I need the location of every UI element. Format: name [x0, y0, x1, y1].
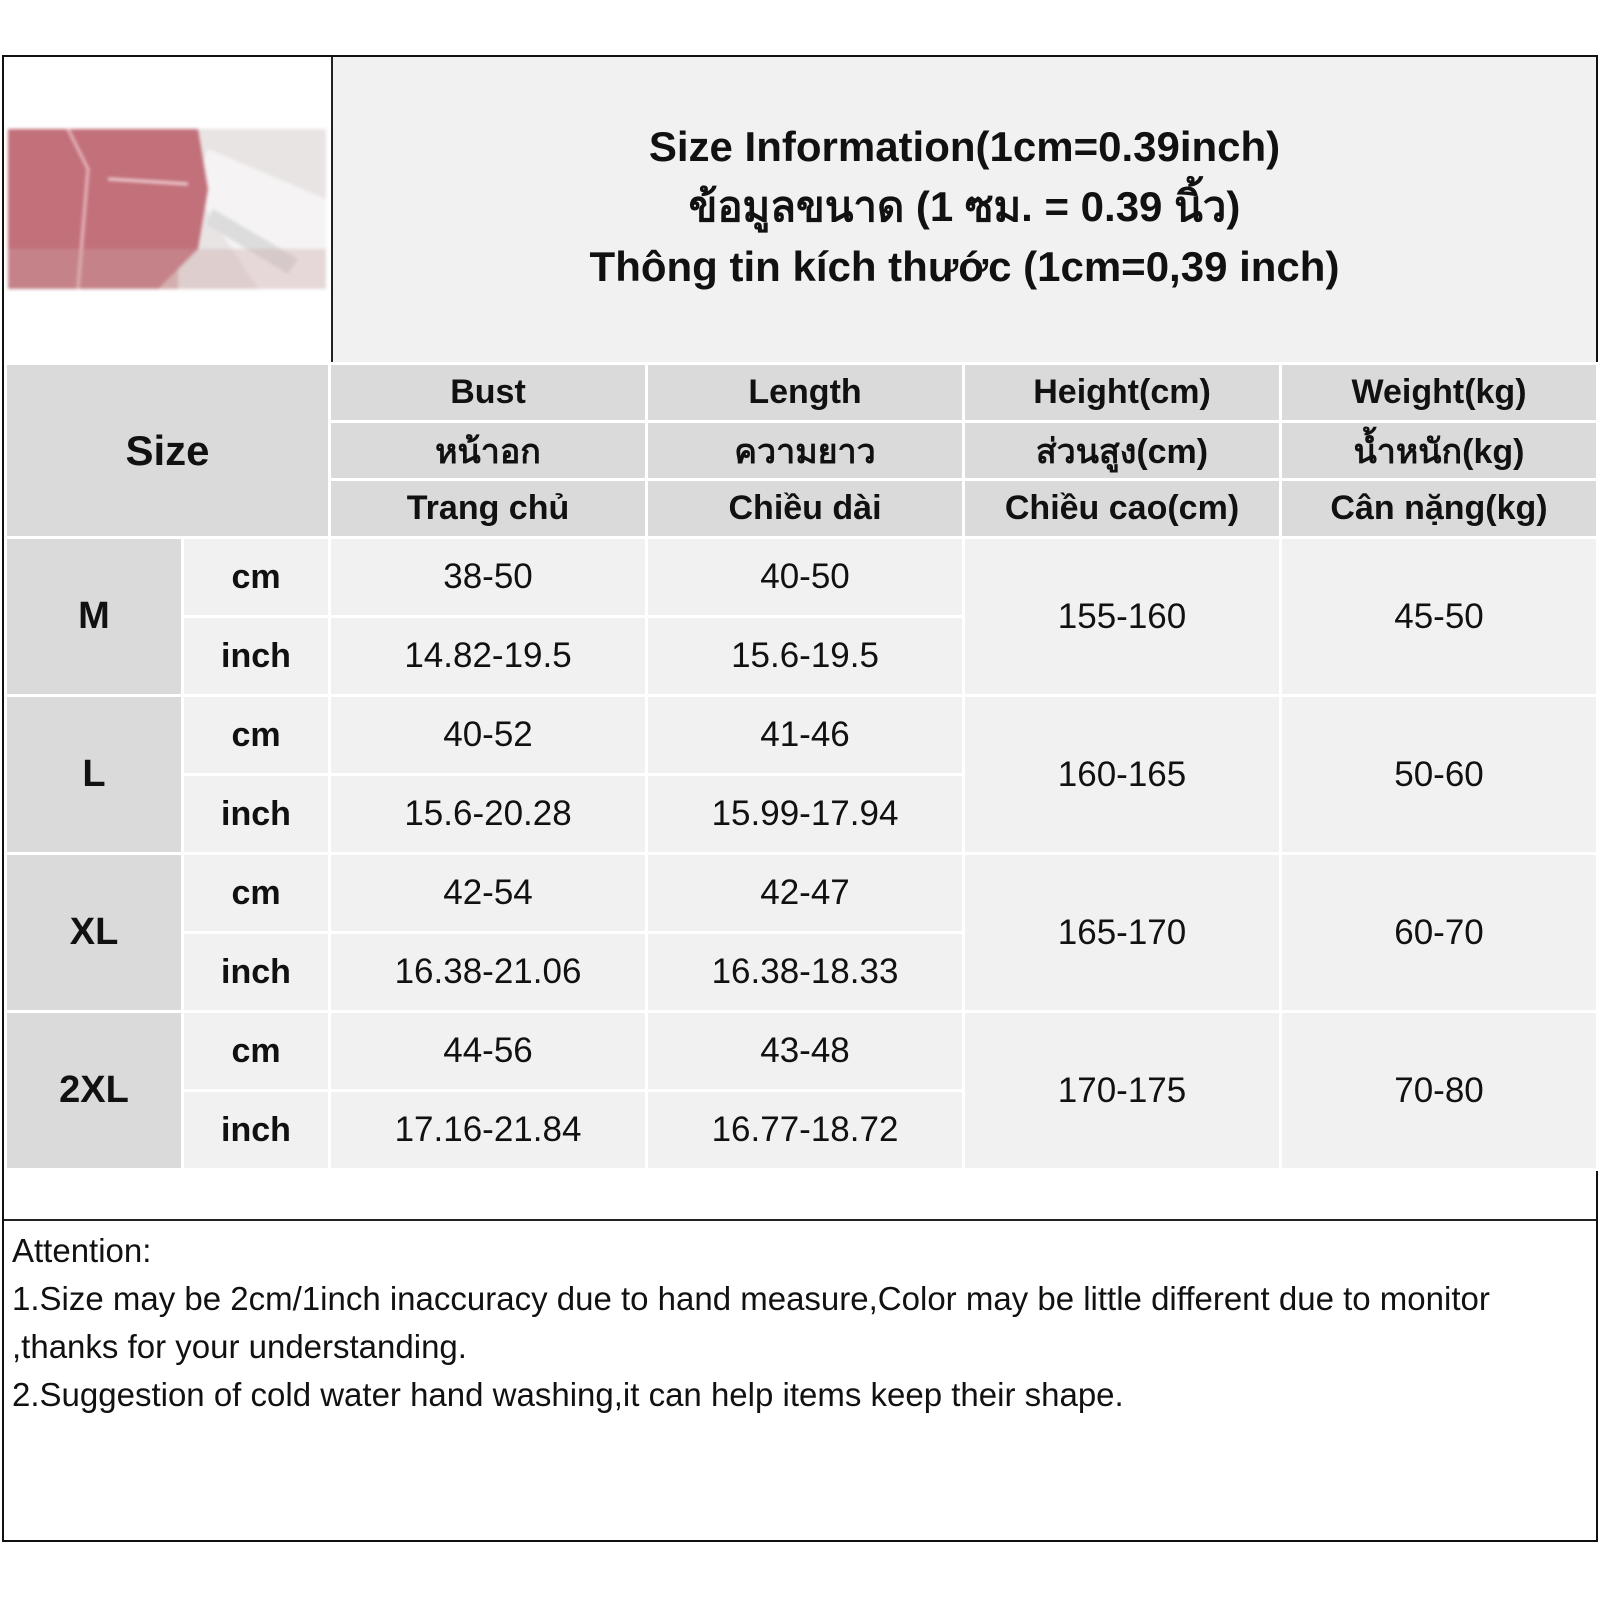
pajama-photo-illustration	[8, 129, 326, 289]
weight-value: 50-60	[1281, 696, 1598, 854]
unit-cm-label: cm	[183, 1012, 330, 1091]
bust-inch-value: 14.82-19.5	[330, 617, 647, 696]
size-label: XL	[6, 854, 183, 1012]
unit-inch-label: inch	[183, 775, 330, 854]
length-cm-value: 41-46	[647, 696, 964, 775]
note-line-2: 2.Suggestion of cold water hand washing,it can help items keep their shape.	[12, 1376, 1124, 1413]
weight-value: 70-80	[1281, 1012, 1598, 1170]
title-thai: ข้อมูลขนาด (1 ซม. = 0.39 นิ้ว)	[688, 183, 1241, 230]
col-height-vi: Chiều cao(cm)	[964, 480, 1281, 538]
col-weight-vi: Cân nặng(kg)	[1281, 480, 1598, 538]
height-value: 165-170	[964, 854, 1281, 1012]
bust-cm-value: 40-52	[330, 696, 647, 775]
title-vietnamese: Thông tin kích thước (1cm=0,39 inch)	[589, 243, 1340, 290]
attention-notes	[4, 1219, 1596, 1425]
weight-value: 45-50	[1281, 538, 1598, 696]
col-length-th: ความยาว	[647, 422, 964, 480]
unit-inch-label: inch	[183, 933, 330, 1012]
product-photo-cell	[4, 57, 333, 362]
bust-cm-value: 38-50	[330, 538, 647, 617]
weight-value: 60-70	[1281, 854, 1598, 1012]
notes-heading: Attention:	[12, 1232, 152, 1269]
unit-cm-label: cm	[183, 538, 330, 617]
note-line-1: 1.Size may be 2cm/1inch inaccuracy due to hand measure,Color may be little different due to monitor ,thanks for your understanding.	[12, 1280, 1490, 1365]
size-label: 2XL	[6, 1012, 183, 1170]
unit-inch-label: inch	[183, 1091, 330, 1170]
size-table	[4, 362, 1599, 1171]
size-chart-sheet	[2, 55, 1598, 1542]
unit-cm-label: cm	[183, 696, 330, 775]
size-label: M	[6, 538, 183, 696]
col-weight-en: Weight(kg)	[1281, 364, 1598, 422]
col-length-vi: Chiều dài	[647, 480, 964, 538]
height-value: 170-175	[964, 1012, 1281, 1170]
bust-inch-value: 15.6-20.28	[330, 775, 647, 854]
title-cell	[333, 57, 1596, 362]
length-cm-value: 42-47	[647, 854, 964, 933]
unit-cm-label: cm	[183, 854, 330, 933]
col-bust-th: หน้าอก	[330, 422, 647, 480]
col-bust-en: Bust	[330, 364, 647, 422]
length-cm-value: 40-50	[647, 538, 964, 617]
length-inch-value: 16.38-18.33	[647, 933, 964, 1012]
bust-cm-value: 42-54	[330, 854, 647, 933]
col-length-en: Length	[647, 364, 964, 422]
unit-inch-label: inch	[183, 617, 330, 696]
height-value: 155-160	[964, 538, 1281, 696]
length-inch-value: 16.77-18.72	[647, 1091, 964, 1170]
size-label: L	[6, 696, 183, 854]
product-photo	[8, 129, 326, 289]
title-english: Size Information(1cm=0.39inch)	[648, 123, 1281, 170]
col-bust-vi: Trang chủ	[330, 480, 647, 538]
col-height-th: ส่วนสูง(cm)	[964, 422, 1281, 480]
length-cm-value: 43-48	[647, 1012, 964, 1091]
bust-cm-value: 44-56	[330, 1012, 647, 1091]
bust-inch-value: 16.38-21.06	[330, 933, 647, 1012]
bust-inch-value: 17.16-21.84	[330, 1091, 647, 1170]
length-inch-value: 15.6-19.5	[647, 617, 964, 696]
col-height-en: Height(cm)	[964, 364, 1281, 422]
length-inch-value: 15.99-17.94	[647, 775, 964, 854]
height-value: 160-165	[964, 696, 1281, 854]
size-header: Size	[6, 364, 330, 538]
col-weight-th: น้ำหนัก(kg)	[1281, 422, 1598, 480]
